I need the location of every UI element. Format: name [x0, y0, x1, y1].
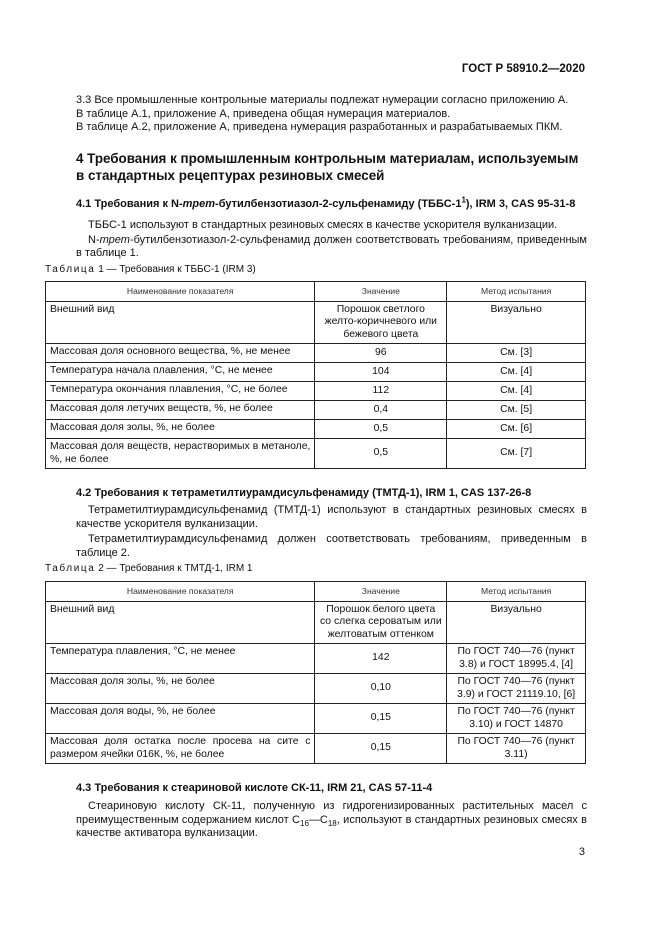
paragraph: Стеариновую кислоту СК-11, полученную из гидрогенизированных растительных масел с преимущественным содержанием кислот $С_{16}—С_{18}$, используют в стандартных резиновых смесях в качестве активатора вулканизации.: [76, 800, 587, 839]
section-4-title: 4 Требования к промышленным контрольным материалам, используемым в стандартных рецептурах резиновых смесей: [76, 151, 579, 183]
page-number: 3: [578, 846, 585, 858]
table-cell: По ГОСТ 740—76 (пункт 3.10) и ГОСТ 14870: [447, 704, 586, 734]
column-header: Метод испытания: [447, 582, 586, 602]
paragraph: В таблице А.1, приложение А, приведена общая нумерация материалов.: [76, 107, 451, 120]
section-3-3: [76, 94, 587, 135]
table-cell: 142: [315, 644, 447, 674]
table-row: [46, 734, 586, 764]
table-cell: Массовая доля веществ, нерастворимых в метаноле, %, не более: [46, 439, 315, 469]
table-cell: 0,5: [315, 439, 447, 469]
table-cell: По ГОСТ 740—76 (пункт 3.9) и ГОСТ 21119.10, [6]: [447, 674, 586, 704]
paragraph: N-трет-бутилбензотиазол-2-сульфенамид должен соответствовать требованиям, приведенным в таблице 1.: [76, 233, 587, 259]
table-row: [46, 344, 586, 363]
table-cell: Визуально: [447, 601, 586, 644]
table-cell: См. [4]: [447, 382, 586, 401]
table-2: [45, 581, 586, 764]
column-header: Метод испытания: [447, 282, 586, 302]
table-cell: Температура начала плавления, °С, не менее: [46, 363, 315, 382]
table-cell: 0,4: [315, 401, 447, 420]
paragraph: ТББС-1 используют в стандартных резиновых смесях в качестве ускорителя вулканизации.: [88, 219, 558, 231]
table-cell: Внешний вид: [46, 601, 315, 644]
table-row: [46, 704, 586, 734]
paragraph: Тетраметилтиурамдисульфенамид должен соответствовать требованиям, приведенным в таблице 2.: [76, 533, 587, 559]
table-cell: См. [5]: [447, 401, 586, 420]
column-header: Значение: [315, 282, 447, 302]
section-4-3-title: 4.3 Требования к стеариновой кислоте СК-11, IRM 21, CAS 57-11-4: [76, 782, 433, 794]
paragraph: В таблице А.2, приложение А, приведена нумерация разработанных и разрабатываемых ПКМ.: [76, 121, 563, 133]
column-header: Значение: [315, 582, 447, 602]
table-cell: См. [7]: [447, 439, 586, 469]
table-cell: Массовая доля золы, %, не более: [46, 420, 315, 439]
section-4-2-title: 4.2 Требования к тетраметилтиурамдисульфенамиду (ТМТД-1), IRM 1, CAS 137-26-8: [76, 487, 532, 499]
table-cell: Порошок белого цвета со слегка сероватым или желтоватым оттенком: [315, 601, 447, 644]
table-row: [46, 420, 586, 439]
section-4-2-body: [76, 504, 587, 560]
table-cell: Массовая доля остатка после просева на сите с размером ячейки 016К, %, не более: [46, 734, 315, 764]
table-cell: 104: [315, 363, 447, 382]
paragraph: Тетраметилтиурамдисульфенамид (ТМТД-1) используют в стандартных резиновых смесях в качестве ускорителя вулканизации.: [76, 504, 587, 530]
table-header-row: [46, 582, 586, 602]
table-2-caption: Таблица 2 — Требования к ТМТД-1, IRM 1: [45, 563, 253, 574]
section-4-1-body: [76, 219, 587, 261]
table-cell: Внешний вид: [46, 301, 315, 344]
table-cell: По ГОСТ 740—76 (пункт 3.11): [447, 734, 586, 764]
table-cell: См. [4]: [447, 363, 586, 382]
paragraph: 3.3 Все промышленные контрольные материалы подлежат нумерации согласно приложению А.: [76, 94, 569, 106]
table-1: [45, 281, 586, 469]
table-cell: Массовая доля летучих веществ, %, не более: [46, 401, 315, 420]
table-cell: По ГОСТ 740—76 (пункт 3.8) и ГОСТ 18995.4, [4]: [447, 644, 586, 674]
table-row: [46, 601, 586, 644]
table-1-caption: Таблица 1 — Требования к ТББС-1 (IRM 3): [45, 264, 256, 275]
table-row: [46, 644, 586, 674]
table-row: [46, 674, 586, 704]
section-4-3-body: [76, 800, 587, 841]
table-row: [46, 382, 586, 401]
table-row: [46, 301, 586, 344]
table-cell: Массовая доля золы, %, не более: [46, 674, 315, 704]
column-header: Наименование показателя: [46, 282, 315, 302]
table-row: [46, 401, 586, 420]
table-cell: Температура плавления, °С, не менее: [46, 644, 315, 674]
table-cell: Температура окончания плавления, °С, не более: [46, 382, 315, 401]
column-header: Наименование показателя: [46, 582, 315, 602]
table-cell: См. [3]: [447, 344, 586, 363]
table-cell: 0,10: [315, 674, 447, 704]
table-cell: 0,5: [315, 420, 447, 439]
section-4-1-title: 4.1 Требования к N-трет-бутилбензотиазол-2-сульфенамиду $(ТББС-1^1)$, IRM 3, CAS 95-31-8: [76, 195, 576, 210]
document-header: ГОСТ Р 58910.2—2020: [461, 63, 585, 75]
table-cell: 112: [315, 382, 447, 401]
table-row: [46, 363, 586, 382]
table-row: [46, 439, 586, 469]
table-cell: Массовая доля основного вещества, %, не менее: [46, 344, 315, 363]
table-cell: Визуально: [447, 301, 586, 344]
table-cell: См. [6]: [447, 420, 586, 439]
table-cell: 96: [315, 344, 447, 363]
table-cell: Массовая доля воды, %, не более: [46, 704, 315, 734]
table-header-row: [46, 282, 586, 302]
table-cell: Порошок светлого желто-коричневого или бежевого цвета: [315, 301, 447, 344]
table-cell: 0,15: [315, 734, 447, 764]
table-cell: 0,15: [315, 704, 447, 734]
